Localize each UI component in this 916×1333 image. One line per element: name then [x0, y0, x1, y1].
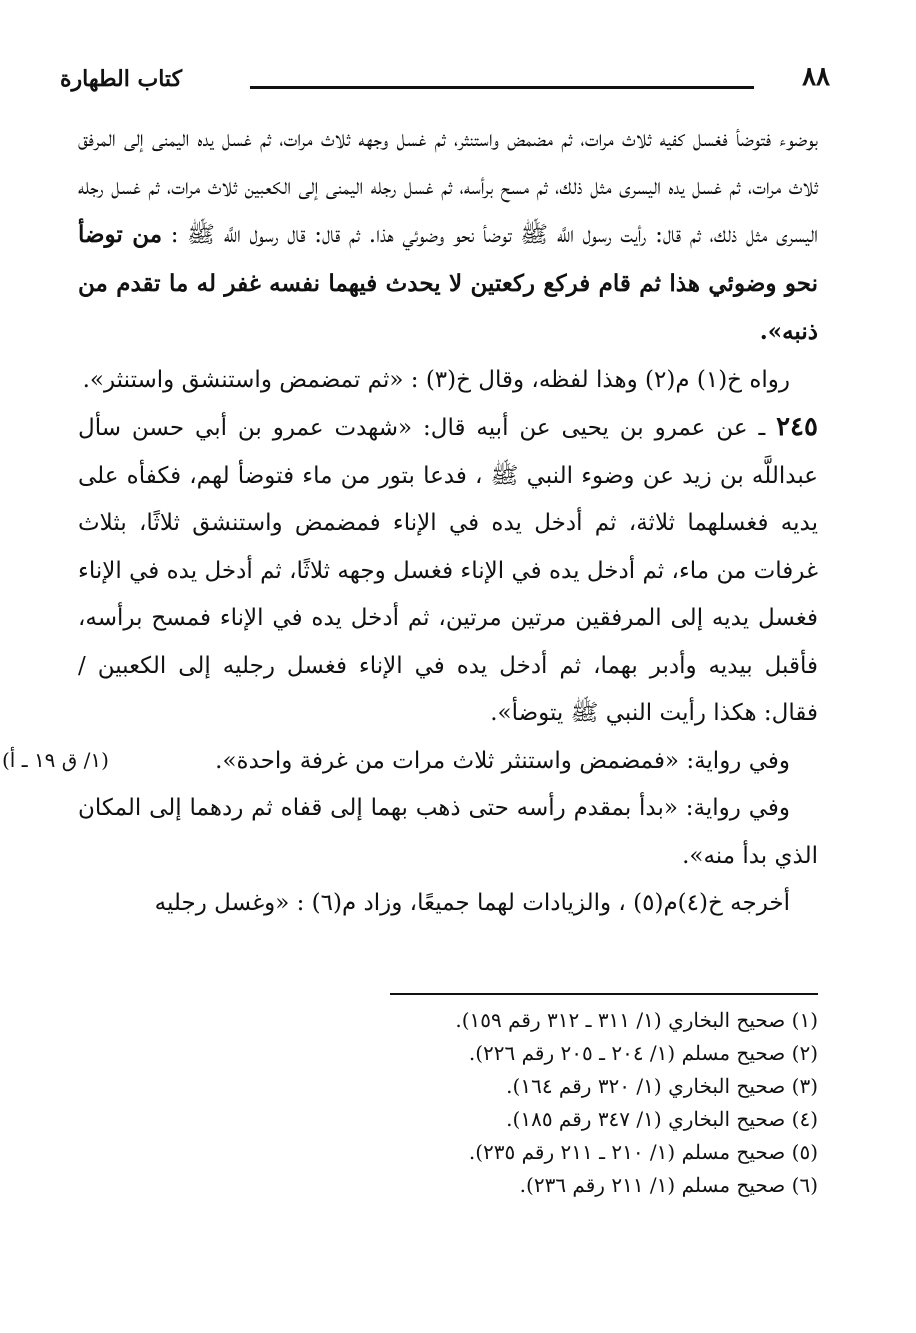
paragraph-2: رواه خ(١) م(٢) وهذا لفظه، وقال خ(٣) : «ثم تمضمض واستنشق واستنثر». [82, 366, 790, 393]
footnote: (٣) صحيح البخاري (١/ ٣٢٠ رقم ١٦٤). [506, 1074, 818, 1098]
paragraph-1-end: ». [759, 318, 783, 345]
hadith-quote-bold: من توضأ نحو وضوئي هذا ثم قام فركع ركعتين لا يحدث فيهما نفسه غفر له ما تقدم من ذنبه [78, 221, 818, 345]
paragraph-4: وفي رواية: «فمضمض واستنثر ثلاث مرات من غرفة واحدة». [215, 747, 790, 774]
footnote: (٤) صحيح البخاري (١/ ٣٤٧ رقم ١٨٥). [506, 1107, 818, 1131]
paragraph-1 [78, 116, 818, 357]
paragraph-6: أخرجه خ(٤)م(٥) ، والزيادات لهما جميعًا، وزاد م(٦) : «وغسل رجليه [154, 890, 790, 916]
paragraph-1-start: بوضوء فتوضأ فغسل كفيه ثلاث مرات، ثم مضمض واستنثر، ثم غسل وجهه ثلاث مرات، ثم غسل يده اليمنى إلى المرفق ثلاث مرات، ثم غسل يده اليسرى مثل ذلك، ثم مسح برأسه، ثم غسل رجله اليمنى إلى الكعبين ثلاث مرات، ثم غسل رجله اليسرى مثل ذلك، ثم قال: رأيت رسول اللَّه ﷺ توضأ نحو وضوئي هذا. ثم قال: قال رسول اللَّه ﷺ : [78, 126, 818, 248]
footnote: (٥) صحيح مسلم (١/ ٢١٠ ـ ٢١١ رقم ٢٣٥). [468, 1140, 818, 1164]
paragraph-5: وفي رواية: «بدأ بمقدم رأسه حتى ذهب بهما إلى قفاه ثم ردهما إلى المكان الذي بدأ منه». [78, 795, 818, 869]
body-text [78, 116, 818, 928]
footnote: (٦) صحيح مسلم (١/ ٢١١ رقم ٢٣٦). [519, 1173, 818, 1197]
footnotes [298, 1004, 818, 1202]
page-number: ٨٨ [802, 62, 830, 92]
hadith-number: ٢٤٥ [776, 412, 818, 442]
footnote: (١) صحيح البخاري (١/ ٣١١ ـ ٣١٢ رقم ١٥٩). [455, 1008, 818, 1032]
footnote: (٢) صحيح مسلم (١/ ٢٠٤ ـ ٢٠٥ رقم ٢٢٦). [468, 1041, 818, 1065]
manuscript-margin-reference: (١/ ق ١٩ ـ أ) [2, 748, 109, 772]
paragraph-3 [78, 404, 818, 738]
footnote-rule [390, 993, 818, 995]
paragraph-3-text: ـ عن عمرو بن يحيى عن أبيه قال: «شهدت عمرو بن أبي حسن سأل عبداللَّه بن زيد عن وضوء النبي ﷺ ، فدعا بتور من ماء فتوضأ لهم، فكفأه على يديه فغسلهما ثلاثة، ثم أدخل يده في الإناء فمضمض واستنشق ثلاثًا، بثلاث غرفات من ماء، ثم أدخل يده في الإناء فغسل وجهه ثلاثًا، ثم أدخل يده في الإناء فغسل يديه إلى المرفقين مرتين مرتين، ثم أدخل يده في الإناء فمسح برأسه، فأقبل بيديه وأدبر بهما، ثم أدخل يده في الإناء فغسل رجليه إلى الكعبين / فقال: هكذا رأيت النبي ﷺ يتوضأ». [78, 415, 818, 726]
book-title: كتاب الطهارة [60, 66, 183, 92]
page-header [60, 62, 832, 102]
header-rule [250, 86, 754, 89]
